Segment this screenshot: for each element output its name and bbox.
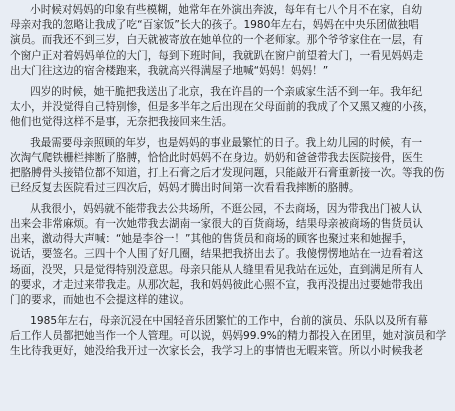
paragraph-3	[0, 136, 455, 197]
paragraph-4-line-4: 说话，要签名。三四十个人围了好几圈，结果把我挤出去了。我傻愣愣地站在一边看着这	[10, 248, 424, 261]
paragraph-5-line-2: 后工作人员都把她当作一个人管理。可以说，妈妈99.9%的精力都投入在团里，她对演员和学	[10, 329, 447, 342]
paragraph-5-line-1: 1985年左右，母亲沉浸在中国轻音乐团繁忙的工作中，台前的演员、乐队以及所有幕	[30, 314, 428, 327]
paragraph-3-line-3: 把胳膊骨头接错位都不知道，打上石膏之后才发现问题，只能敲开石膏重新接一次。等我的伤	[10, 166, 445, 179]
paragraph-3-line-4: 已经反复去医院看过三四次后，妈妈才腾出时间第一次看看我摔断的胳膊。	[10, 182, 360, 195]
paragraph-2	[0, 85, 455, 131]
paragraph-5	[0, 314, 455, 360]
paragraph-4-line-3: 出来，激动得大声喊：“她是李谷一！”其他的售货员和商场的顾客也聚过来和她握手，	[10, 233, 413, 246]
paragraph-4-line-2: 出来会非常麻烦。有一次她带我去湖南一家很大的百货商场，结果母亲被商场的售货员认	[10, 218, 424, 231]
paragraph-1	[0, 3, 455, 79]
paragraph-3-line-1: 我最需要母亲照顾的年岁，也是妈妈的事业最繁忙的日子。我上幼儿园的时候，有一	[30, 136, 423, 149]
paragraph-2-line-2: 太小，并没觉得自己特别惨，但是多半年之后出现在父母面前的我成了个又黑又瘦的小孩，	[10, 100, 434, 113]
paragraph-2-line-3: 他们也觉得这样不是事，无奈把我接回来生活。	[10, 115, 233, 128]
paragraph-4-line-5: 场面，没哭，只是觉得特别没意思。母亲只能从人缝里看见我站在远处，直到满足所有人	[10, 263, 424, 276]
paragraph-5-line-3: 生比待我更好，她没给我开过一次家长会，我学习上的事情也无暇来管。所以小时候我老	[10, 345, 424, 358]
paragraph-1-line-2: 母亲对我的忽略让我成了吃“百家饭”长大的孩子。1980年左右，妈妈在中央乐团做独唱	[10, 19, 419, 32]
paragraph-3-line-2: 次淘气爬铁栅栏摔断了胳膊，恰恰此时妈妈不在身边。奶奶和爸爸带我去医院接骨，医生	[10, 151, 424, 164]
paragraph-4-line-6: 的要求，才走过来带我走。从那次起，我和妈妈彼此心照不宣，我再没提出过要她带我出	[10, 278, 424, 291]
paragraph-1-line-5: 出大门往这边的宿舍楼跑来，我就高兴得满屋子地喊“妈妈！妈妈！”	[10, 64, 329, 77]
paragraph-1-line-3: 演员。而我还不到三岁，白天就被寄放在她单位的一个老师家。那个爷爷家住在一层，有	[10, 34, 424, 47]
paragraph-2-line-1: 四岁的时候，她干脆把我送出了北京，我在许昌的一个亲戚家生活不到一年。我年纪	[30, 85, 423, 98]
paragraph-4-line-1: 从我很小，妈妈就不能带我去公共场所，不逛公园，不去商场，因为带我出门被人认	[30, 202, 423, 215]
paragraph-4	[0, 202, 455, 308]
paragraph-4-line-7: 门的要求，而她也不会提这样的建议。	[10, 294, 191, 307]
paragraph-1-line-4: 个窗户正对着妈妈单位的大门，每到下班时间，我就趴在窗户前望着大门，一看见妈妈走	[10, 49, 424, 62]
paragraph-1-line-1: 小时候对妈妈的印象有些模糊，她常年在外演出奔波，每年有七八个月不在家，自幼	[30, 4, 423, 16]
